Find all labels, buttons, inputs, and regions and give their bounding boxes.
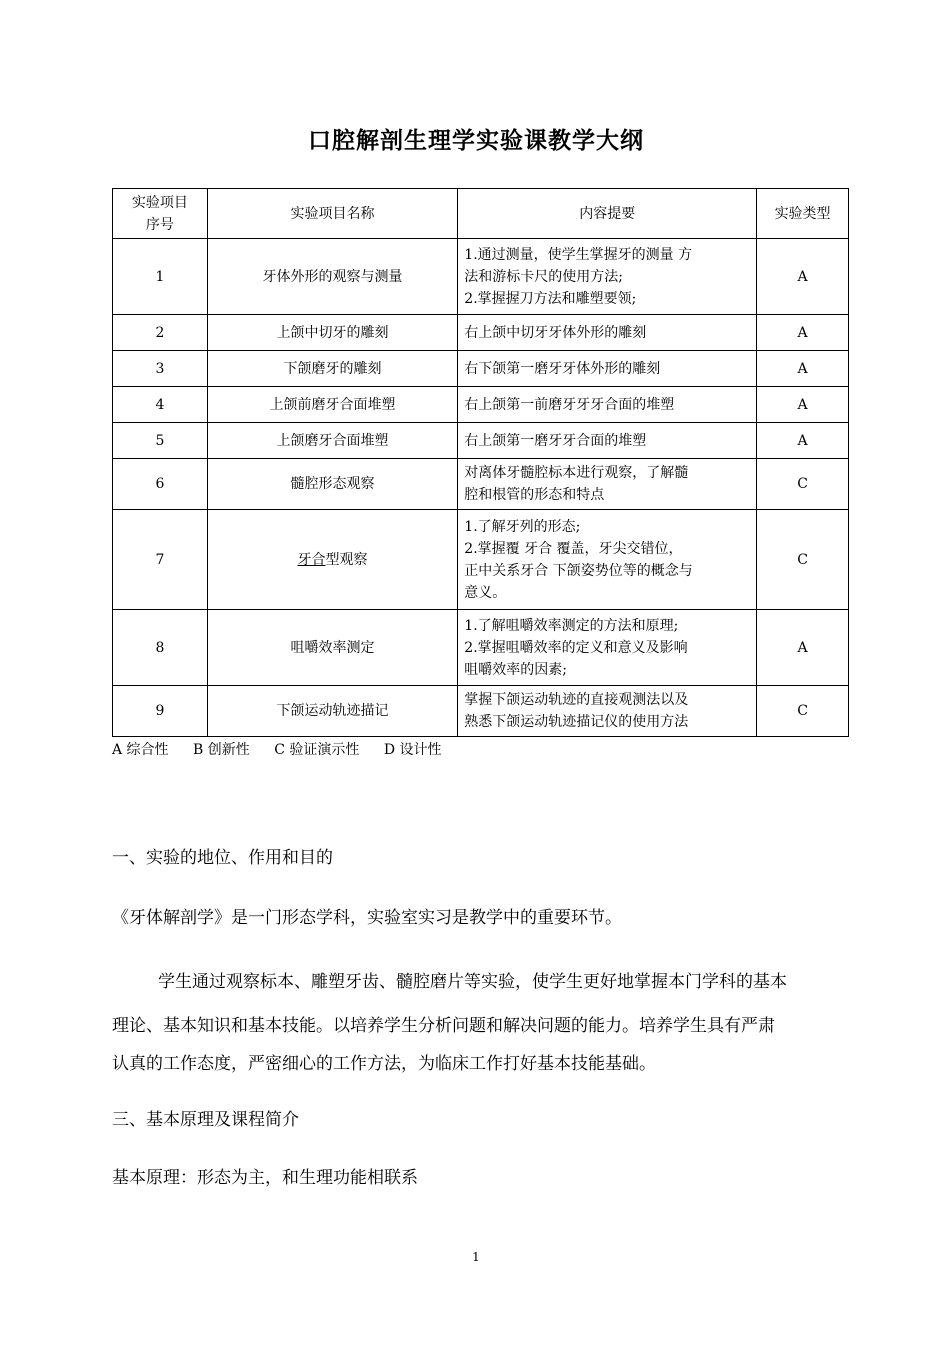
row-seq: 1 xyxy=(113,239,208,315)
header-seq-line1: 实验项目 xyxy=(131,194,188,211)
row-content xyxy=(458,510,757,610)
row-type: C xyxy=(757,686,849,737)
row-name: 上颌前磨牙合面堆塑 xyxy=(207,387,457,423)
table-row xyxy=(113,610,849,686)
content-line: 2.掌握咀嚼效率的定义和意义及影响 xyxy=(464,639,688,656)
table-row xyxy=(113,686,849,737)
paragraph-1: 《牙体解剖学》是一门形态学科，实验室实习是教学中的重要环节。 xyxy=(112,908,622,928)
paragraph-2-line-3: 认真的工作态度，严密细心的工作方法，为临床工作打好基本技能基础。 xyxy=(112,1054,656,1074)
row-seq: 9 xyxy=(113,686,208,737)
row-content xyxy=(458,351,757,387)
header-seq-line2: 序号 xyxy=(145,216,174,233)
row-name xyxy=(207,510,457,610)
page-number: 1 xyxy=(472,1250,480,1264)
row-content xyxy=(458,423,757,459)
table-header-row xyxy=(113,189,849,239)
header-content: 内容提要 xyxy=(458,189,757,239)
content-line: 右上颌第一前磨牙牙牙合面的堆塑 xyxy=(464,396,675,413)
row-content xyxy=(458,459,757,510)
row-name-underlined: 牙合 xyxy=(297,551,326,568)
section-heading-3: 三、基本原理及课程简介 xyxy=(112,1110,299,1130)
content-line: 2.掌握握刀方法和雕塑要领; xyxy=(464,290,637,307)
row-name-rest: 型观察 xyxy=(325,551,368,568)
content-line: 意义。 xyxy=(464,584,507,601)
experiment-table xyxy=(112,188,849,737)
row-name: 咀嚼效率测定 xyxy=(207,610,457,686)
table-row xyxy=(113,351,849,387)
row-name: 牙体外形的观察与测量 xyxy=(207,239,457,315)
legend-item: C 验证演示性 xyxy=(274,742,360,758)
content-line: 腔和根管的形态和特点 xyxy=(464,487,605,503)
row-type: A xyxy=(757,239,849,315)
row-seq: 3 xyxy=(113,351,208,387)
paragraph-2-line-1: 学生通过观察标本、雕塑牙齿、髓腔磨片等实验，使学生更好地掌握本门学科的基本 xyxy=(158,972,787,992)
row-type: A xyxy=(757,351,849,387)
row-name: 髓腔形态观察 xyxy=(207,459,457,510)
table-row xyxy=(113,239,849,315)
row-seq: 8 xyxy=(113,610,208,686)
content-line: 2.掌握覆 牙合 覆盖，牙尖交错位， xyxy=(464,540,683,557)
content-line: 对离体牙髓腔标本进行观察，了解髓 xyxy=(464,465,689,481)
header-type: 实验类型 xyxy=(757,189,849,239)
row-type: A xyxy=(757,610,849,686)
content-line: 右上颌第一磨牙牙合面的堆塑 xyxy=(464,432,647,449)
row-type: A xyxy=(757,423,849,459)
row-content xyxy=(458,387,757,423)
header-seq xyxy=(113,189,208,239)
row-content xyxy=(458,239,757,315)
legend-item: A 综合性 xyxy=(112,742,169,758)
table-row xyxy=(113,459,849,510)
row-name: 上颌中切牙的雕刻 xyxy=(207,315,457,351)
table-row xyxy=(113,315,849,351)
row-type: A xyxy=(757,387,849,423)
table-row xyxy=(113,387,849,423)
row-type: C xyxy=(757,510,849,610)
type-legend xyxy=(112,739,462,759)
row-content xyxy=(458,610,757,686)
row-seq: 7 xyxy=(113,510,208,610)
paragraph-2-line-2: 理论、基本知识和基本技能。以培养学生分析问题和解决问题的能力。培养学生具有严肃 xyxy=(112,1016,775,1036)
document-title: 口腔解剖生理学实验课教学大纲 xyxy=(308,128,644,154)
content-line: 右上颌中切牙牙体外形的雕刻 xyxy=(464,324,647,341)
row-seq: 5 xyxy=(113,423,208,459)
content-line: 右下颌第一磨牙牙体外形的雕刻 xyxy=(464,360,661,377)
row-type: C xyxy=(757,459,849,510)
row-type: A xyxy=(757,315,849,351)
row-name: 上颌磨牙合面堆塑 xyxy=(207,423,457,459)
legend-item: B 创新性 xyxy=(193,742,250,758)
row-content xyxy=(458,686,757,737)
content-line: 1.了解牙列的形态; xyxy=(464,518,581,535)
table-row xyxy=(113,423,849,459)
content-line: 法和游标卡尺的使用方法; xyxy=(464,268,623,285)
content-line: 1.通过测量，使学生掌握牙的测量 方 xyxy=(464,246,693,263)
content-line: 正中关系牙合 下颌姿势位等的概念与 xyxy=(464,562,693,579)
section-heading-1: 一、实验的地位、作用和目的 xyxy=(112,848,333,868)
paragraph-3: 基本原理：形态为主，和生理功能相联系 xyxy=(112,1168,418,1188)
content-line: 1.了解咀嚼效率测定的方法和原理; xyxy=(464,617,679,634)
row-seq: 6 xyxy=(113,459,208,510)
table-row xyxy=(113,510,849,610)
content-line: 掌握下颌运动轨迹的直接观测法以及 xyxy=(464,692,689,708)
header-name: 实验项目名称 xyxy=(207,189,457,239)
content-line: 咀嚼效率的因素; xyxy=(464,661,567,678)
row-seq: 4 xyxy=(113,387,208,423)
legend-item: D 设计性 xyxy=(383,742,442,758)
row-seq: 2 xyxy=(113,315,208,351)
row-content xyxy=(458,315,757,351)
row-name: 下颌磨牙的雕刻 xyxy=(207,351,457,387)
row-name: 下颌运动轨迹描记 xyxy=(207,686,457,737)
content-line: 熟悉下颌运动轨迹描记仪的使用方法 xyxy=(464,714,689,730)
